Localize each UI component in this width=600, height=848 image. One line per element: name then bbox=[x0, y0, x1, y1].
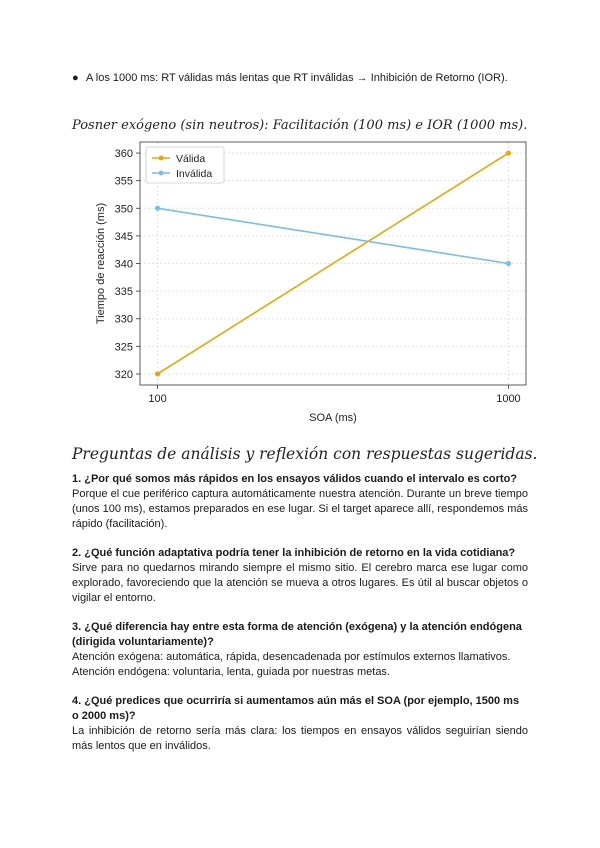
answer-text: La inhibición de retorno sería más clara: los tiempos en ensayos válidos seguirían siendo más lentos que en inválidos. bbox=[72, 725, 528, 752]
y-tick-label: 360 bbox=[114, 148, 133, 161]
answer-text: Atención exógena: automática, rápida, desencadenada por estímulos externos llamativos. bbox=[72, 651, 511, 663]
y-tick-label: 340 bbox=[114, 258, 133, 271]
qa-item bbox=[72, 694, 528, 754]
legend-marker bbox=[159, 171, 164, 176]
bullet-icon: ● bbox=[72, 72, 79, 84]
x-tick-label: 1000 bbox=[496, 393, 521, 405]
y-tick-label: 325 bbox=[114, 341, 133, 354]
y-tick-label: 345 bbox=[114, 230, 133, 243]
question-text: 3. ¿Qué diferencia hay entre esta forma de atención (exógena) y la atención endógena (dirigida voluntariamente)? bbox=[72, 621, 522, 648]
legend-label: Inválida bbox=[176, 168, 213, 180]
y-tick-label: 330 bbox=[114, 313, 133, 326]
data-point bbox=[155, 206, 160, 211]
qa-item bbox=[72, 620, 528, 680]
question-text: 4. ¿Qué predices que ocurriría si aumentamos aún más el SOA (por ejemplo, 1500 ms o 2000 ms)? bbox=[72, 695, 520, 722]
answer-text: Porque el cue periférico captura automáticamente nuestra atención. Durante un breve tiempo (unos 100 ms), estamos preparados en ese lugar. Si el target aparece allí, respondemos más rápido (facilitación). bbox=[72, 488, 528, 530]
question-text: 1. ¿Por qué somos más rápidos en los ensayos válidos cuando el intervalo es corto? bbox=[72, 473, 518, 485]
y-tick-label: 350 bbox=[114, 203, 133, 216]
data-point bbox=[506, 150, 511, 155]
y-tick-label: 320 bbox=[114, 368, 133, 381]
chart-caption: Posner exógeno (sin neutros): Facilitación (100 ms) e IOR (1000 ms). bbox=[72, 118, 528, 133]
data-point bbox=[506, 261, 511, 266]
answer-text: Atención endógena: voluntaria, lenta, guiada por nuestras metas. bbox=[72, 666, 390, 678]
posner-line-chart bbox=[90, 136, 540, 426]
question-text: 2. ¿Qué función adaptativa podría tener la inhibición de retorno en la vida cotidiana? bbox=[72, 547, 516, 559]
answer-text: Sirve para no quedarnos mirando siempre el mismo sitio. El cerebro marca ese lugar como explorado, favoreciendo que la atención se mueva a otros lugares. Es útil al buscar objetos o vigilar el entorno. bbox=[72, 562, 528, 604]
legend-marker bbox=[159, 156, 164, 161]
bullet-item bbox=[72, 70, 528, 86]
qa-list bbox=[72, 472, 528, 768]
x-tick-label: 100 bbox=[148, 393, 167, 405]
x-axis-label: SOA (ms) bbox=[309, 412, 357, 424]
y-tick-label: 335 bbox=[114, 286, 133, 299]
bullet-text: A los 1000 ms: RT válidas más lentas que RT inválidas → Inhibición de Retorno (IOR). bbox=[86, 72, 508, 84]
qa-item bbox=[72, 546, 528, 606]
qa-item bbox=[72, 472, 528, 532]
y-tick-label: 355 bbox=[114, 175, 133, 188]
series-line bbox=[158, 153, 509, 374]
series-line bbox=[158, 208, 509, 263]
data-point bbox=[155, 371, 160, 376]
y-axis-label: Tiempo de reacción (ms) bbox=[95, 202, 107, 325]
legend-label: Válida bbox=[176, 153, 206, 165]
section-heading: Preguntas de análisis y reflexión con respuestas sugeridas. bbox=[72, 445, 538, 463]
